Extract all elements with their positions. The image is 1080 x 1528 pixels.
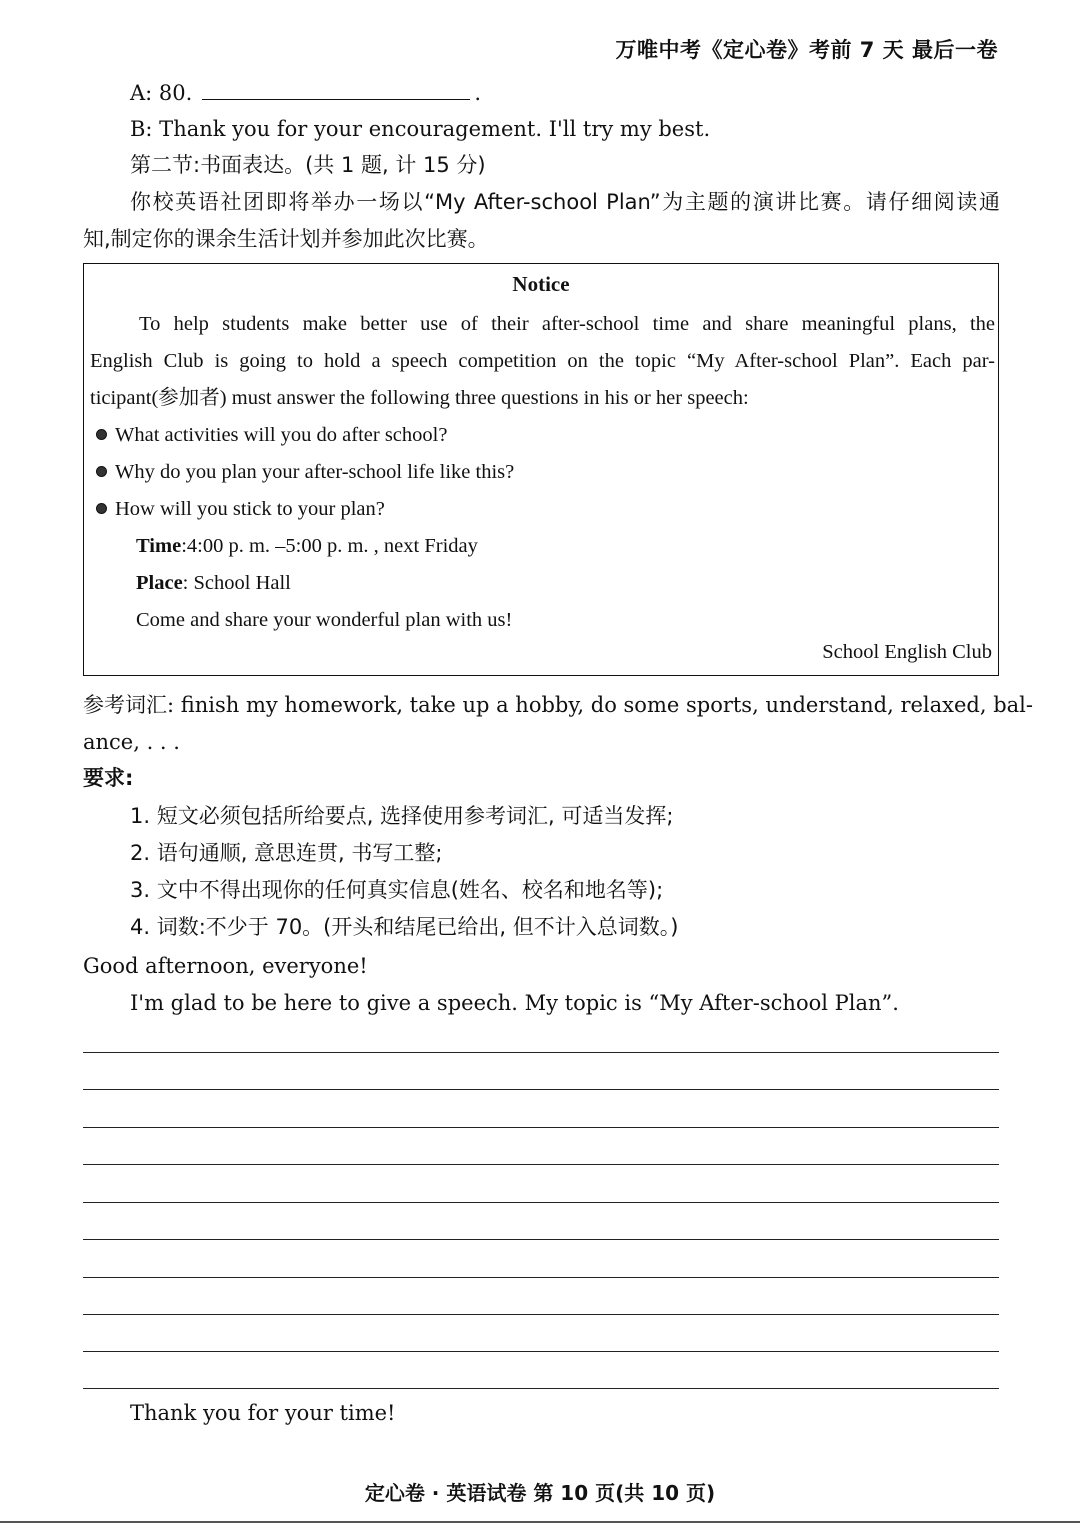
writing-line[interactable] — [83, 1277, 999, 1278]
question-text: Why do you plan your after-school life like this? — [115, 461, 515, 483]
notice-para-line3: ticipant(参加者) must answer the following three questions in his or her speech: — [90, 387, 749, 409]
writing-line[interactable] — [83, 1089, 999, 1090]
question-text: How will you stick to your plan? — [115, 498, 385, 520]
notice-signature: School English Club — [822, 641, 992, 663]
section-intro-line2: 知,制定你的课余生活计划并参加此次比赛。 — [83, 227, 489, 251]
vocab-line1: 参考词汇: finish my homework, take up a hobby, do some sports, understand, relaxed, bal- — [83, 693, 1033, 717]
vocab-line2: ance, . . . — [83, 730, 180, 754]
notice-place — [136, 568, 291, 598]
essay-greeting: Good afternoon, everyone! — [83, 954, 368, 978]
page-header-title: 万唯中考《定心卷》考前 7 天 最后一卷 — [615, 38, 998, 62]
section-heading: 第二节:书面表达。(共 1 题, 计 15 分) — [130, 153, 486, 177]
writing-line[interactable] — [83, 1164, 999, 1165]
page-footer: 定心卷 · 英语试卷 第 10 页(共 10 页) — [364, 1481, 716, 1505]
answer-blank[interactable] — [202, 81, 470, 100]
dialogue-a-prefix: A: 80. — [130, 81, 193, 105]
place-label: Place — [136, 572, 183, 594]
essay-opening: I'm glad to be here to give a speech. My topic is “My After-school Plan”. — [130, 991, 899, 1015]
notice-para-line2: English Club is going to hold a speech competition on the topic “My After-school Plan”. Each par- — [90, 350, 995, 372]
notice-question-3 — [96, 494, 385, 524]
notice-title: Notice — [512, 272, 570, 296]
place-value: : School Hall — [182, 572, 291, 594]
notice-box — [83, 263, 999, 676]
requirement-item-1: 1. 短文必须包括所给要点, 选择使用参考词汇, 可适当发挥; — [130, 804, 674, 828]
notice-question-1 — [96, 420, 447, 450]
writing-line[interactable] — [83, 1388, 999, 1389]
dialogue-a-suffix: . — [474, 81, 482, 105]
requirements-heading: 要求: — [83, 766, 134, 790]
bullet-icon — [96, 429, 107, 440]
requirement-item-3: 3. 文中不得出现你的任何真实信息(姓名、校名和地名等); — [130, 878, 664, 902]
notice-closing: Come and share your wonderful plan with us! — [136, 609, 513, 631]
notice-para-line1: To help students make better use of their after-school time and share meaningful plans, the — [139, 313, 995, 335]
notice-question-2 — [96, 457, 514, 487]
notice-time — [136, 531, 478, 561]
writing-line[interactable] — [83, 1202, 999, 1203]
writing-line[interactable] — [83, 1314, 999, 1315]
writing-line[interactable] — [83, 1127, 999, 1128]
time-value: :4:00 p. m. –5:00 p. m. , next Friday — [181, 535, 478, 557]
writing-line[interactable] — [83, 1052, 999, 1053]
section-intro-line1: 你校英语社团即将举办一场以“My After-school Plan”为主题的演讲比赛。请仔细阅读通 — [130, 190, 1000, 214]
requirement-item-2: 2. 语句通顺, 意思连贯, 书写工整; — [130, 841, 443, 865]
writing-line[interactable] — [83, 1239, 999, 1240]
question-text: What activities will you do after school? — [115, 424, 448, 446]
writing-line[interactable] — [83, 1351, 999, 1352]
dialogue-a-line — [130, 78, 481, 108]
dialogue-b-line: B: Thank you for your encouragement. I'll try my best. — [130, 117, 711, 141]
page-bottom-edge — [0, 1521, 1080, 1523]
requirement-item-4: 4. 词数:不少于 70。(开头和结尾已给出, 但不计入总词数。) — [130, 915, 679, 939]
bullet-icon — [96, 466, 107, 477]
bullet-icon — [96, 503, 107, 514]
time-label: Time — [136, 535, 182, 557]
essay-closing: Thank you for your time! — [130, 1401, 396, 1425]
